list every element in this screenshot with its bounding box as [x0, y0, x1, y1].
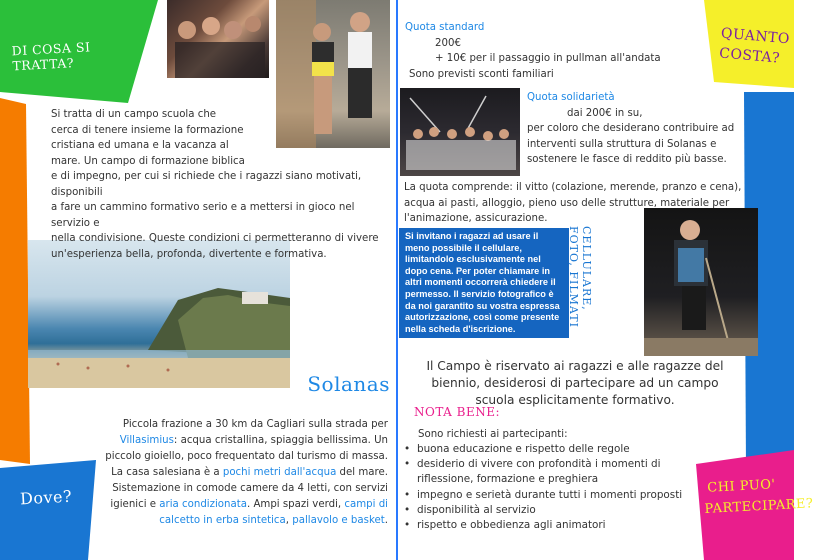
- required-intro: Sono richiesti ai partecipanti:: [418, 429, 568, 440]
- where-title: Dove?: [19, 486, 73, 509]
- group-photo-night: [167, 0, 269, 78]
- intro-paragraph: [51, 107, 391, 262]
- place-text: ,: [285, 515, 293, 526]
- who-title: CHI PUO' PARTECIPARE?: [704, 477, 814, 517]
- quota-solidarity-label: Quota solidarietà: [527, 92, 615, 103]
- intro-line: nella condivisione. Queste condizioni ci permetteranno di vivere: [51, 233, 379, 244]
- quota-standard-amount: 200€: [435, 37, 461, 49]
- near-sea-link[interactable]: pochi metri dall'acqua: [222, 467, 337, 478]
- what-title: DI COSA SI TRATTA?: [11, 39, 91, 74]
- note-title: NOTA BENE:: [414, 405, 501, 419]
- place-title: Solanas: [307, 372, 390, 396]
- phone-side-title: CELLULARE, FOTO, FILMATI: [567, 226, 593, 328]
- intro-line: a fare un cammino formativo serio e a mettersi in gioco nel servizio e: [51, 202, 355, 229]
- quota-solidarity-amount: dai 200€ in su,: [567, 107, 643, 119]
- requirements-list: [404, 442, 684, 533]
- place-text: Piccola frazione a 30 km da Cagliari sulla strada per: [122, 419, 388, 430]
- list-item: • disponibilità al servizio: [404, 503, 684, 518]
- intro-line: cerca di tenere insieme la formazione: [51, 124, 244, 136]
- beach-photo: [28, 240, 290, 388]
- air-conditioning-link[interactable]: aria condizionata: [159, 499, 247, 510]
- quota-solidarity-block: [527, 90, 742, 168]
- quota-standard-block: [405, 20, 705, 82]
- intro-line: Si tratta di un campo scuola che: [51, 109, 217, 120]
- quota-includes: La quota comprende: il vitto (colazione, merende, pranzo e cena), acqua ai pasti, alloggio, pieno uso delle strutture, materiale per l'animazione, assicurazione.: [404, 182, 742, 224]
- soccer-fields-link[interactable]: campi di calcetto in erba sintetica: [159, 499, 388, 526]
- list-item: • rispetto e obbedienza agli animatori: [404, 518, 684, 533]
- quota-standard-note: Sono previsti sconti familiari: [409, 68, 554, 80]
- page-divider: [396, 0, 398, 560]
- quota-standard-label: Quota standard: [405, 22, 485, 33]
- list-item: • desiderio di vivere con profondità i momenti di riflessione, formazione e preghiera: [404, 457, 684, 487]
- volleyball-basket-link[interactable]: pallavolo e basket: [292, 515, 385, 526]
- quota-standard-extra: + 10€ per il passaggio in pullman all'andata: [435, 53, 661, 64]
- intro-line: mare. Un campo di formazione biblica: [51, 155, 245, 167]
- place-description: [96, 417, 388, 529]
- place-text: del mare. Sistemazione in comode camere da 4 letti, con servizi igienici e: [110, 467, 388, 510]
- place-text: .: [384, 515, 388, 526]
- orange-left-band: [0, 98, 30, 468]
- place-text: : acqua cristallina, spiaggia bellissima. Un piccolo gioiello, poco frequentato dal turismo di massa. La casa salesiana è a: [105, 435, 388, 478]
- intro-line: un'esperienza bella, profonda, divertente e formativa.: [51, 248, 327, 260]
- group-night-swords-photo: [400, 88, 520, 176]
- list-item: • buona educazione e rispetto delle regole: [404, 442, 684, 457]
- quota-solidarity-line: per coloro che desiderano contribuire ad: [527, 123, 735, 134]
- quota-solidarity-line: sostenere le fasce di reddito più basse.: [527, 154, 727, 165]
- phone-policy-box: Si invitano i ragazzi ad usare il meno possibile il cellulare, limitandolo esclusivamente nel dopo cena. Per poter chiamare in altri momenti occorrerà chiedere il permesso. Il servizio fotografico è da noi garantito su vostra espressa autorizzazione, così come presente nella scheda d'iscrizione.: [399, 228, 569, 338]
- intro-line: cristiana ed umana e la vacanza al: [51, 140, 229, 151]
- reserved-text: Il Campo è riservato ai ragazzi e alle ragazze del biennio, desiderosi di partecipare ad un campo scuola esplicitamente formativo.: [426, 359, 724, 407]
- villasimius-link[interactable]: Villasimius: [119, 435, 174, 446]
- list-item: • impegno e serietà durante tutti i momenti proposti: [404, 488, 684, 503]
- quota-solidarity-line: interventi sulla struttura di Solanas e: [527, 138, 717, 150]
- blue-bottom-left-shape: [0, 460, 100, 560]
- intro-line: e di impegno, per cui si richiede che i ragazzi siano motivati, disponibili: [51, 171, 362, 198]
- girl-with-mic-photo: [644, 208, 758, 356]
- cost-title: QUANTO COSTA?: [718, 25, 791, 67]
- place-text: . Ampi spazi verdi,: [246, 499, 345, 510]
